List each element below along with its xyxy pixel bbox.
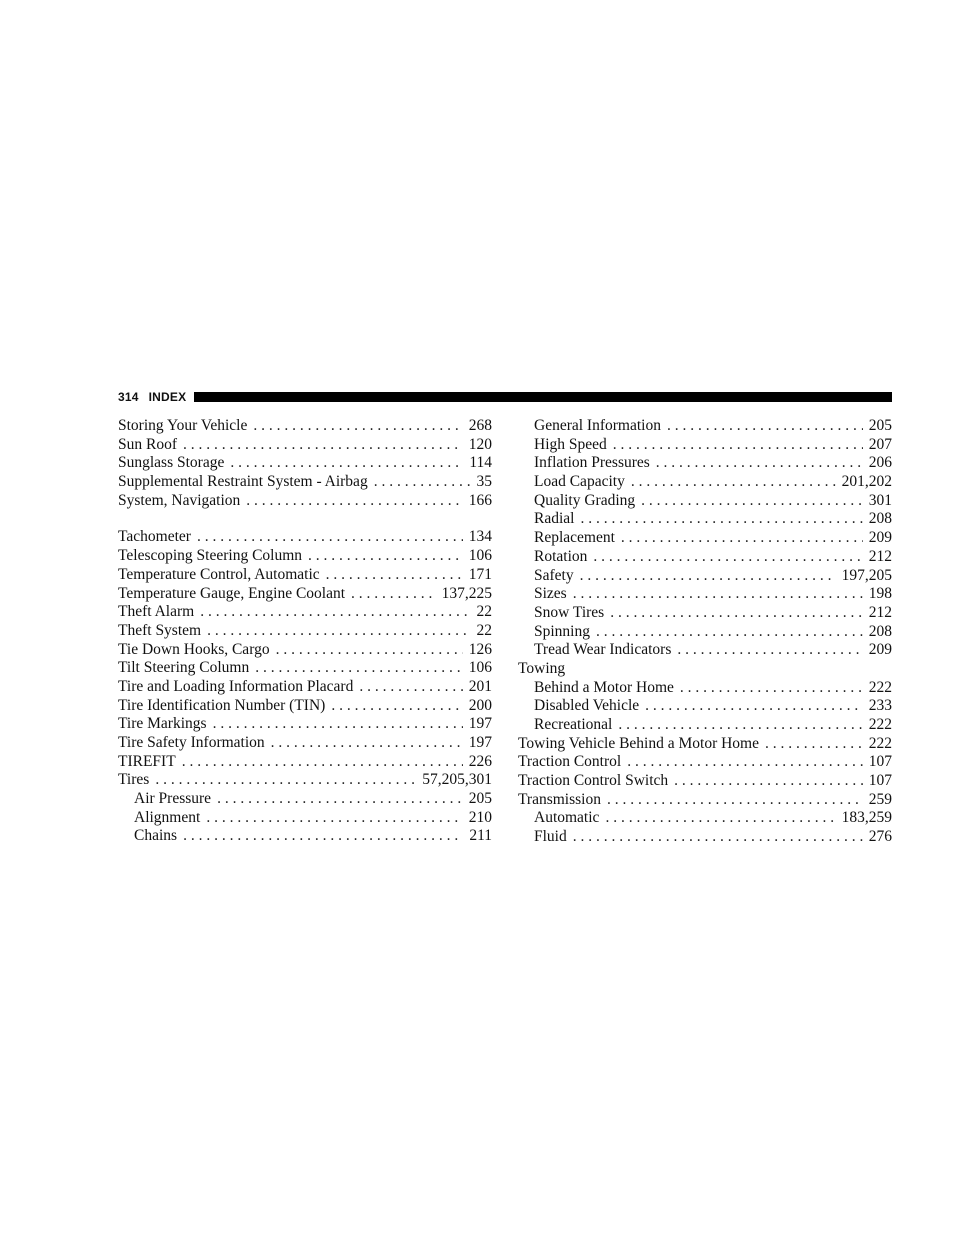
- dot-leader: [155, 771, 416, 790]
- entry-pages: 107: [868, 772, 892, 790]
- index-entry: [518, 791, 892, 810]
- entry-pages: 212: [868, 547, 892, 565]
- entry-label: Sun Roof: [118, 435, 177, 453]
- entry-label: Theft Alarm: [118, 603, 195, 621]
- index-subentry: [118, 809, 492, 828]
- entry-pages: 222: [868, 678, 892, 696]
- entry-label: Tire Markings: [118, 715, 207, 733]
- dot-leader: [607, 791, 863, 810]
- entry-label: System, Navigation: [118, 491, 241, 509]
- index-entry: [118, 547, 492, 566]
- entry-pages: 120: [468, 435, 492, 453]
- entry-pages: 137,225: [441, 584, 492, 602]
- entry-label: Temperature Control, Automatic: [118, 565, 320, 583]
- index-entry: [118, 436, 492, 455]
- entry-pages: 197,205: [841, 566, 892, 584]
- entry-label: Tread Wear Indicators: [534, 641, 672, 659]
- index-subentry: [518, 417, 892, 436]
- entry-pages: 226: [468, 752, 492, 770]
- entry-pages: 106: [468, 659, 492, 677]
- entry-label: Telescoping Steering Column: [118, 547, 303, 565]
- entry-label: Air Pressure: [134, 790, 212, 808]
- dot-leader: [765, 735, 863, 754]
- dot-leader: [255, 659, 463, 678]
- index-subentry: [518, 641, 892, 660]
- entry-pages: 114: [469, 454, 492, 472]
- index-entry: [118, 603, 492, 622]
- entry-pages: 209: [868, 529, 892, 547]
- index-subentry: [518, 473, 892, 492]
- dot-leader: [580, 510, 862, 529]
- index-entry: [118, 528, 492, 547]
- dot-leader: [667, 417, 863, 436]
- entry-label: Radial: [534, 510, 575, 528]
- dot-leader: [183, 827, 463, 846]
- entry-pages: 126: [468, 640, 492, 658]
- index-entry: [118, 417, 492, 436]
- index-entry: [118, 641, 492, 660]
- dot-leader: [331, 697, 462, 716]
- dot-leader: [217, 790, 463, 809]
- dot-leader: [618, 716, 862, 735]
- index-subentry: [518, 604, 892, 623]
- dot-leader: [206, 809, 462, 828]
- entry-label: Tire and Loading Information Placard: [118, 677, 354, 695]
- entry-label: Load Capacity: [534, 473, 625, 491]
- dot-leader: [271, 734, 463, 753]
- entry-pages: 268: [468, 417, 492, 434]
- entry-pages: 166: [468, 491, 492, 509]
- entry-pages: 183,259: [841, 809, 892, 827]
- index-entry: [518, 772, 892, 791]
- section-title: INDEX: [148, 390, 187, 404]
- index-entry: [118, 753, 492, 772]
- dot-leader: [621, 529, 863, 548]
- index-subentry: [518, 716, 892, 735]
- dot-leader: [573, 585, 863, 604]
- entry-pages: 200: [468, 696, 492, 714]
- entry-pages: 208: [868, 510, 892, 528]
- entry-label: Theft System: [118, 621, 202, 639]
- dot-leader: [596, 623, 863, 642]
- entry-pages: 35: [476, 473, 492, 491]
- dot-leader: [308, 547, 463, 566]
- entry-label: Alignment: [134, 808, 201, 826]
- page-header: [118, 390, 892, 404]
- entry-label: Disabled Vehicle: [534, 697, 640, 715]
- entry-label: Tire Identification Number (TIN): [118, 696, 326, 714]
- index-subentry: [518, 510, 892, 529]
- header-rule: [194, 392, 892, 402]
- entry-label: Storing Your Vehicle: [118, 417, 248, 434]
- entry-pages: 198: [868, 585, 892, 603]
- entry-pages: 301: [868, 491, 892, 509]
- dot-leader: [677, 641, 862, 660]
- entry-pages: 276: [868, 828, 892, 846]
- letter-group-gap: [118, 510, 492, 528]
- entry-label: Traction Control Switch: [518, 772, 669, 790]
- entry-label: Tilt Steering Column: [118, 659, 250, 677]
- entry-pages: 259: [868, 790, 892, 808]
- dot-leader: [674, 772, 863, 791]
- entry-pages: 233: [868, 697, 892, 715]
- dot-leader: [182, 753, 463, 772]
- dot-leader: [573, 828, 863, 847]
- dot-leader: [631, 473, 836, 492]
- entry-pages: 212: [868, 603, 892, 621]
- index-subentry: [518, 454, 892, 473]
- dot-leader: [246, 492, 462, 511]
- index-entry: [118, 492, 492, 511]
- dot-leader: [593, 548, 862, 567]
- entry-label: General Information: [534, 417, 661, 434]
- entry-pages: 197: [468, 715, 492, 733]
- entry-pages: 201,202: [841, 473, 892, 491]
- entry-label: Sunglass Storage: [118, 454, 225, 472]
- entry-label: Tie Down Hooks, Cargo: [118, 640, 270, 658]
- entry-pages: 211: [469, 827, 492, 845]
- index-subentry: [518, 697, 892, 716]
- entry-label: Tire Safety Information: [118, 734, 265, 751]
- entry-pages: 134: [468, 528, 492, 546]
- entry-pages: 57,205,301: [422, 771, 492, 789]
- entry-label: Chains: [134, 827, 178, 845]
- index-subentry: [518, 828, 892, 847]
- entry-label: Recreational: [534, 716, 613, 733]
- index-entry: [118, 715, 492, 734]
- dot-leader: [680, 679, 863, 698]
- entry-label: Transmission: [518, 790, 601, 808]
- dot-leader: [374, 473, 471, 492]
- index-subentry: [518, 567, 892, 586]
- entry-pages: 222: [868, 716, 892, 733]
- entry-pages: 107: [868, 753, 892, 771]
- dot-leader: [627, 753, 863, 772]
- index-column-right: [518, 417, 892, 847]
- entry-pages: 209: [868, 641, 892, 659]
- entry-pages: 201: [468, 677, 492, 695]
- index-subentry: [518, 809, 892, 828]
- entry-label: Tires: [118, 771, 150, 789]
- entry-label: High Speed: [534, 435, 607, 453]
- dot-leader: [276, 641, 463, 660]
- entry-label: Safety: [534, 566, 574, 584]
- index-entry: [118, 734, 492, 753]
- entry-pages: 222: [868, 734, 892, 752]
- page-number: 314: [118, 390, 139, 404]
- entry-pages: 205: [868, 417, 892, 434]
- index-entry: [118, 454, 492, 473]
- dot-leader: [359, 678, 462, 697]
- index-entry: [118, 659, 492, 678]
- entry-pages: 206: [868, 454, 892, 472]
- entry-label: Traction Control: [518, 753, 622, 771]
- entry-label: Behind a Motor Home: [534, 678, 674, 696]
- entry-label: Spinning: [534, 622, 590, 640]
- index-subentry: [518, 623, 892, 642]
- dot-leader: [580, 567, 836, 586]
- index-entry: [118, 697, 492, 716]
- dot-leader: [213, 715, 463, 734]
- dot-leader: [645, 697, 863, 716]
- entry-label: Quality Grading: [534, 491, 636, 509]
- index-subentry: [118, 790, 492, 809]
- entry-label: Sizes: [534, 585, 567, 603]
- index-entry: [518, 735, 892, 754]
- index-subentry: [518, 585, 892, 604]
- index-subentry: [518, 548, 892, 567]
- entry-pages: 106: [468, 547, 492, 565]
- dot-leader: [351, 585, 436, 604]
- entry-label: Inflation Pressures: [534, 454, 650, 472]
- entry-pages: 22: [476, 621, 492, 639]
- dot-leader: [605, 809, 835, 828]
- index-subentry: [518, 436, 892, 455]
- dot-leader: [613, 436, 863, 455]
- entry-pages: 205: [468, 790, 492, 808]
- dot-leader: [656, 454, 863, 473]
- dot-leader: [326, 566, 463, 585]
- index-entry: [518, 753, 892, 772]
- entry-label: TIREFIT: [118, 752, 176, 770]
- index-heading-entry: [518, 660, 892, 679]
- index-subentry: [518, 679, 892, 698]
- index-entry: [118, 678, 492, 697]
- entry-label: Supplemental Restraint System - Airbag: [118, 473, 368, 491]
- entry-pages: 22: [476, 603, 492, 621]
- index-entry: [118, 585, 492, 604]
- entry-label: Temperature Gauge, Engine Coolant: [118, 584, 346, 602]
- entry-pages: 207: [868, 435, 892, 453]
- index-entry: [118, 473, 492, 492]
- dot-leader: [207, 622, 470, 641]
- entry-label: Tachometer: [118, 528, 191, 546]
- dot-leader: [183, 436, 463, 455]
- entry-label: Snow Tires: [534, 603, 605, 621]
- entry-label: Towing Vehicle Behind a Motor Home: [518, 734, 759, 752]
- dot-leader: [200, 603, 470, 622]
- index-subentry: [518, 529, 892, 548]
- dot-leader: [641, 492, 863, 511]
- index-entry: [118, 566, 492, 585]
- dot-leader: [253, 417, 462, 436]
- entry-pages: 197: [468, 734, 492, 751]
- entry-pages: 208: [868, 622, 892, 640]
- index-column-left: [118, 417, 492, 846]
- entry-label: Automatic: [534, 809, 600, 827]
- entry-label: Rotation: [534, 547, 588, 565]
- index-entry: [118, 622, 492, 641]
- index-subentry: [518, 492, 892, 511]
- dot-leader: [197, 528, 463, 547]
- entry-label: Towing: [518, 659, 566, 677]
- index-subentry: [118, 827, 492, 846]
- dot-leader: [610, 604, 863, 623]
- dot-leader: [230, 454, 463, 473]
- entry-label: Fluid: [534, 828, 567, 846]
- entry-pages: 171: [468, 565, 492, 583]
- entry-label: Replacement: [534, 529, 615, 547]
- index-entry: [118, 771, 492, 790]
- entry-pages: 210: [468, 808, 492, 826]
